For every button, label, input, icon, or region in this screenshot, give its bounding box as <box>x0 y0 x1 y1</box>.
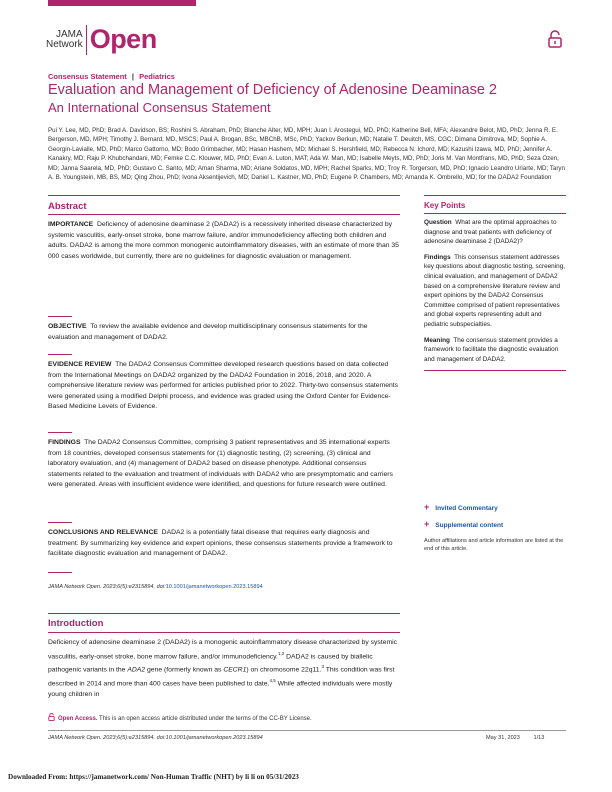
objective-text: To review the available evidence and develop multidisciplinary consensus statements for the evaluation and management of DADA2. <box>48 323 368 341</box>
evidence-label: EVIDENCE REVIEW <box>48 361 112 368</box>
key-points-findings <box>424 253 566 330</box>
divider <box>48 354 72 355</box>
logo-jama: JAMA <box>56 28 83 40</box>
divider <box>48 572 72 573</box>
citation-text: JAMA Network Open. 2023;6(5):e2315894. doi: <box>48 584 166 590</box>
divider <box>424 370 566 371</box>
conclusions-text: DADA2 is a potentially fatal disease that requires early diagnosis and treatment. By summarizing key evidence and expert opinions, these consensus statements provide a framework to facilitate diagnostic evaluation and management of DADA2. <box>48 529 393 558</box>
divider <box>48 214 400 215</box>
logo-network: Network <box>46 38 83 50</box>
abstract-heading: Abstract <box>48 201 87 212</box>
citation-doi-link[interactable]: 10.1001/jamanetworkopen.2023.15894 <box>165 584 263 590</box>
subsection-label[interactable]: Pediatrics <box>139 72 175 81</box>
abstract-importance <box>48 220 400 262</box>
plus-icon: + <box>424 502 430 512</box>
footer-date-page <box>486 735 544 741</box>
intro-text-4: ) on chromosome 22q11. <box>246 666 322 674</box>
gene-name: ADA2 <box>127 666 146 674</box>
key-points-meaning <box>424 336 566 365</box>
abstract-findings <box>48 438 400 491</box>
divider <box>48 316 72 317</box>
abstract-evidence <box>48 360 400 413</box>
article-section: Consensus Statement | Pediatrics <box>48 72 175 81</box>
conclusions-label: CONCLUSIONS AND RELEVANCE <box>48 529 158 536</box>
citation <box>48 584 263 590</box>
divider <box>48 522 72 523</box>
intro-text-6: While affected individuals were mostly young children in <box>48 680 393 699</box>
open-access-label[interactable]: Open Access. <box>58 716 98 722</box>
abstract-objective <box>48 322 400 343</box>
footer-date: May 31, 2023 <box>486 735 520 741</box>
top-accent-bar <box>48 0 196 6</box>
invited-commentary-label: Invited Commentary <box>435 505 498 512</box>
old-gene-name: CECR1 <box>223 666 247 674</box>
open-access-note <box>48 713 312 722</box>
question-text: What are the optimal approaches to diagnose and treat patients with deficiency of adenosine deaminase 2 (DADA2)? <box>424 219 557 246</box>
meaning-label: Meaning <box>424 336 450 344</box>
kp-findings-label: Findings <box>424 253 451 261</box>
importance-label: IMPORTANCE <box>48 221 94 228</box>
plus-icon: + <box>424 519 430 529</box>
section-label[interactable]: Consensus Statement <box>48 72 127 81</box>
intro-text-2: DADA2 is caused by biallelic pathogenic variants in the <box>48 652 373 674</box>
abstract-conclusions <box>48 528 400 560</box>
footer-divider <box>48 730 566 731</box>
supplemental-content-link[interactable] <box>424 519 503 529</box>
logo-divider <box>86 25 87 55</box>
findings-label: FINDINGS <box>48 439 81 446</box>
supplemental-content-label: Supplemental content <box>435 522 504 529</box>
journal-logo[interactable] <box>46 24 157 55</box>
ref-4-5[interactable]: 4,5 <box>269 678 276 684</box>
divider <box>48 432 72 433</box>
article-title: Evaluation and Management of Deficiency of Adenosine Deaminase 2 <box>48 82 497 98</box>
key-points-box <box>424 195 566 375</box>
divider <box>424 213 566 214</box>
intro-text-3: gene (formerly known as <box>145 666 224 674</box>
article-subtitle: An International Consensus Statement <box>48 100 271 115</box>
open-lock-icon <box>548 30 562 48</box>
footer-page-number: 1/13 <box>533 735 545 741</box>
intro-text-1: Deficiency of adenosine deaminase 2 (DADA2) is a monogenic autoinflammatory disease characterized by systemic vasculitis, early-onset stroke, bone marrow failure, and/or immunodeficiency. <box>48 639 398 660</box>
ref-1-2[interactable]: 1,2 <box>277 650 285 656</box>
introduction-paragraph <box>48 638 400 701</box>
footer-citation-text: JAMA Network Open. 2023;6(5):e2315894. doi:10.1001/jamanetworkopen.2023.15894 <box>48 735 263 741</box>
divider <box>48 195 400 196</box>
intro-text-5: This condition was first described in 2014 and more than 400 cases have been published to date. <box>48 666 395 688</box>
key-points-question <box>424 218 566 247</box>
kp-findings-text: This consensus statement addresses key questions about diagnostic testing, screening, clinical evaluation, and management of DADA2 based on a comprehensive literature review and expert opinions by the DADA2 Consensus Committee comprised of patient representatives and global experts representing adult and pediatric subspecialties. <box>424 253 566 328</box>
open-access-lock-icon <box>48 713 55 721</box>
author-list: Pui Y. Lee, MD, PhD; Brad A. Davidson, BS; Roshini S. Abraham, PhD; Blanche Alter, MD, MPH; Juan I. Arostegui, MD, PhD; Katherine Bell, MFA; Alexandre Belot, MD, PhD; Jenna R. E. Bergerson, MD, MPH; Timothy J. Bernard, MD, MSCS; Paul A. Brogan, BSc, MBChB, MSc, PhD; Yackov Berkun, MD; Natalie T. Deuitch, MS, CGC; Dimana Dimitrova, MD; Sophie A. Georgin-Lavialle, MD, PhD; Marco Gattorno, MD; Bodo Grimbacher, MD; Hasan Hashem, MD; Michael S. Hershfield, MD; Rebecca N. Ichord, MD; Kazushi Izawa, MD, PhD; Jennifer A. Kanakry, MD; Raju P. Khubchandani, MD; Femke C.C. Klouwer, MD, PhD; Evan A. Luton, MAT; Ada W. Man, MD; Isabelle Meyts, MD, PhD; Joris M. Van Montfrans, MD, PhD; Seza Ozen, MD; Janna Saarela, MD, PhD; Gustavo C. Santo, MD; Aman Sharma, MD; Ariane Soldatos, MD, MPH; Rachel Sparks, MD; Troy R. Torgerson, MD, PhD; Ignacio Leandro Uriarte, MD; Taryn A. B. Youngstein, MB, BS, MD; Qing Zhou, PhD; Ivona Aksentijevich, MD; Daniel L. Kastner, MD, PhD; Eugene P. Chambers, MD; Amanda K. Ombrello, MD; for the DADA2 Foundation <box>48 127 565 182</box>
logo-open: Open <box>89 24 157 54</box>
footer-citation <box>48 735 263 741</box>
divider <box>48 613 400 614</box>
importance-text: Deficiency of adenosine deaminase 2 (DADA2) is a recessively inherited disease characterized by systemic vasculitis, early-onset stroke, bone marrow failure, and/or immunodeficiency affecting both children and adults. DADA2 is among the more common monogenic autoinflammatory diseases, with an estimate of more than 35 000 cases worldwide, but currently, there are no guidelines for diagnostic evaluation or management. <box>48 221 399 260</box>
evidence-text: The DADA2 Consensus Committee developed research questions based on data collected from the International Meetings on DADA2 organized by the DADA2 Foundation in 2016, 2018, and 2020. A comprehensive literature review was performed for articles published prior to 2022. Thirty-two consensus statements were generated using a modified Delphi process, and evidence was graded using the Oxford Center for Evidence-Based Medicine Levels of Evidence. <box>48 361 399 411</box>
objective-label: OBJECTIVE <box>48 323 87 330</box>
introduction-heading: Introduction <box>48 618 104 629</box>
invited-commentary-link[interactable] <box>424 502 498 512</box>
download-stamp: Downloaded From: https://jamanetwork.com/ Non-Human Traffic (NHT) by li li on 05/31/2023 <box>8 773 299 781</box>
question-label: Question <box>424 219 452 226</box>
meaning-text: The consensus statement provides a framework to facilitate the diagnostic evaluation and management of DADA2. <box>424 336 559 363</box>
divider <box>48 632 400 633</box>
ref-3[interactable]: 3 <box>321 664 324 670</box>
affiliations-note: Author affiliations and article information are listed at the end of this article. <box>424 538 564 553</box>
divider <box>424 195 566 196</box>
key-points-heading: Key Points <box>424 201 466 210</box>
open-access-text: This is an open access article distributed under the terms of the CC-BY License. <box>97 716 312 722</box>
findings-text: The DADA2 Consensus Committee, comprising 3 patient representatives and 35 international experts from 18 countries, developed consensus statements for (1) diagnostic testing, (2) screening, (3) clinical and laboratory evaluation, and (4) management of DADA2 based on disease phenotype. Additional consensus statements related to the evaluation and treatment of individuals with DADA2 who are presymptomatic and carriers were generated. Areas with insufficient evidence were identified, and questions for future research were outlined. <box>48 439 393 489</box>
